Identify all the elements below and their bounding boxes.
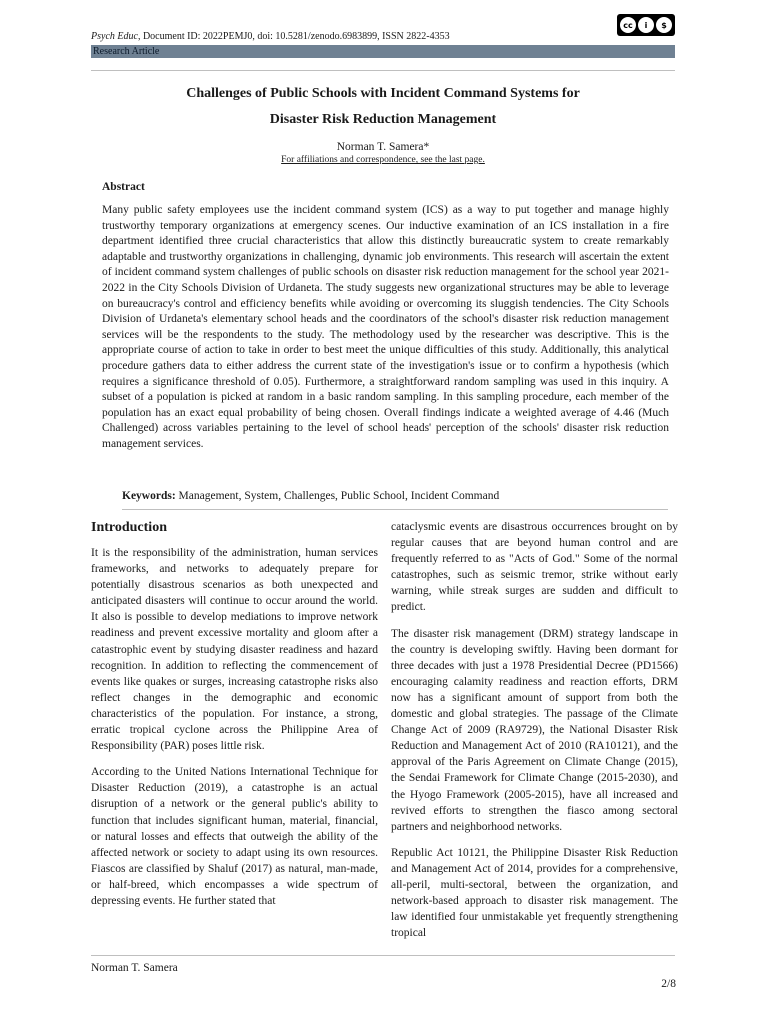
keywords-label: Keywords: [122,490,176,502]
journal-header [91,31,450,42]
paper-title-line-1: Challenges of Public Schools with Incident Command Systems for [186,86,580,101]
footer-divider [91,955,675,956]
article-type-bar: Research Article [91,45,675,58]
intro-paragraph: It is the responsibility of the administration, human services frameworks, and networks to adequately prepare for potentially disastrous scenarios as both unexpected and anticipated disasters will continue to occur around the world. It also is possible to develop mediations to improve network readiness and prevent excessive mortality and gloom after a catastrophic event by studying disaster readiness and hazard recognition. In addition to reflecting the commencement of events like quakes or surges, increasing catastrophe risks also reflect changes in the demographic and economic characteristics of the population. For instance, a strong, erratic tropical cyclone across the Philippine Area of Responsibility (PAR) poses little risk. [91,547,378,753]
license-badge[interactable] [617,14,675,36]
paper-title-line-2: Disaster Risk Reduction Management [269,112,497,127]
right-column [391,519,678,951]
intro-paragraph: Republic Act 10121, the Philippine Disaster Risk Reduction and Management Act of 2014, provides for a comprehensive, all-peril, multi-sectoral, between the organization, and network-based approach to disaster risk management. The law identified four unmistakable yet frequently strengthening tropical [391,846,678,940]
intro-paragraph: According to the United Nations International Technique for Disaster Reduction (2019), a catastrophe is an actual disruption of a network or the general public's ability to function that includes significant human, material, financial, or natural losses and effects that outweigh the ability of the affected network or society to adapt using its own resources. Fiascos are classified by Shaluf (2017) as natural, man-made, or half-breed, which encompasses a wide spectrum of depressing events. He further stated that [91,766,378,907]
intro-paragraph: The disaster risk management (DRM) strategy landscape in the country is developing swiftly. Having been dormant for three decades with just a 1978 Presidential Decree (PD1566) encouraging calamity readiness and reaction efforts, DRM now has a significant amount of support from both the domestic and global strategies. The passage of the Climate Change Act of 2009 (RA9729), the National Disaster Risk Reduction and Management Act of 2010 (RA10121), and the approval of the Paris Agreement on Climate Change (2015), the Sendai Framework for Climate Change (2015-2030), and the Hyogo Framework (2005-2015), have all increased and revived efforts to strengthen the fiasco among sectoral partners and neighborhood networks. [391,627,678,833]
keywords-divider [122,509,668,510]
author-name: Norman T. Samera* [336,141,430,153]
document-info: , Document ID: 2022PEMJ0, doi: 10.5281/zenodo.6983899, ISSN 2822-4353 [137,31,450,42]
cc-icon: cc [620,17,636,33]
keywords [122,490,499,502]
footer-author: Norman T. Samera [91,962,178,974]
nc-icon: $ [656,17,672,33]
introduction-heading: Introduction [91,520,167,535]
intro-paragraph: cataclysmic events are disastrous occurrences brought on by regular causes that are beyond human control and are frequently referred to as "Acts of God." Some of the normal catastrophes, such as seismic tremor, strike without early warning, while streak surges are sudden and difficult to predict. [391,521,678,614]
header-divider [91,70,675,71]
page-number: 2/8 [661,978,676,990]
affiliation-link[interactable]: For affiliations and correspondence, see the last page. [281,155,485,165]
abstract-heading: Abstract [102,181,145,193]
keywords-list: Management, System, Challenges, Public School, Incident Command [175,490,500,502]
journal-name: Psych Educ [91,31,138,42]
by-icon: i [638,17,654,33]
abstract-text: Many public safety employees use the incident command system (ICS) as a way to put together and manage highly trustworthy temporary organizations at emergency scenes. Our inductive examination of an ICS installation in a fire department identified three crucial characteristics that allow this distinctly bureaucratic system to create remarkably adaptable and trustworthy organizations in challenging, dynamic job environments. This research will ascertain the extent of incident command system challenges of public schools on disaster risk reduction management for the school year 2021-2022 in the City Schools Division of Urdaneta. The study suggests new organizational structures may be able to leverage on bureaucracy's control and efficiency benefits while avoiding or overcoming its sluggish tendencies. The City Schools Division of Urdaneta's elementary school heads and the coordinators of the school's disaster risk reduction management services will be the respondents to the study. The methodology used by the researcher was descriptive. This is the appropriate course of action to take in order to best meet the unique difficulties of this study. Additionally, this analytical procedure gathers data to either address the current state of the investigation's issue or to confirm a hypothesis (which requires a significance threshold of 0.05). Furthermore, a straightforward random sampling was used in this inquiry. A subset of a population is picked at random in a basic random sampling. In this sampling procedure, each member of the population has an exact equal probability of being chosen. Overall findings indicate a weighted average of 4.46 (Much Challenged) across variables pertaining to the level of school heads' perception of the schools' disaster risk reduction management services. [102,204,669,450]
left-column [91,545,378,919]
